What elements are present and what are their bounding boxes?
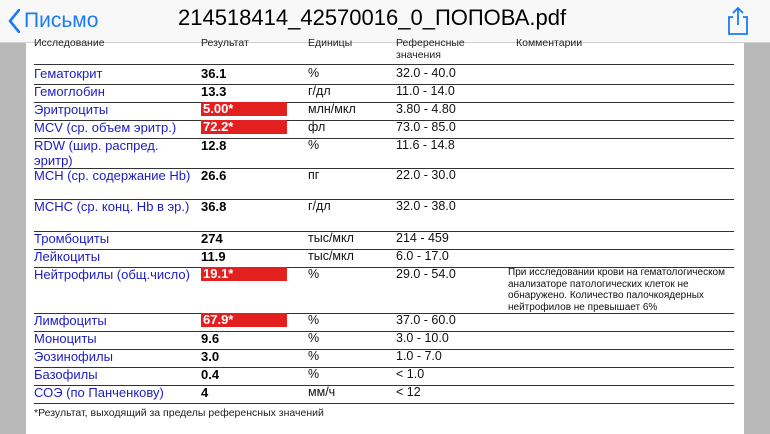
header-units: Единицы xyxy=(308,37,353,49)
row-reference: < 1.0 xyxy=(396,367,425,381)
result-flagged-badge: 67.9* xyxy=(201,313,287,327)
row-unit: % xyxy=(308,349,320,363)
header-rule xyxy=(34,64,734,65)
row-result: 12.8 xyxy=(201,138,227,153)
row-rule xyxy=(34,403,734,404)
row-reference: 11.6 - 14.8 xyxy=(396,138,455,152)
row-unit: % xyxy=(308,267,320,281)
row-reference: 32.0 - 40.0 xyxy=(396,66,456,80)
header-result: Результат xyxy=(201,37,249,49)
row-reference: 73.0 - 85.0 xyxy=(396,120,456,134)
pdf-viewer[interactable] xyxy=(0,37,770,434)
header-reference: Референсные значения xyxy=(396,37,465,61)
row-unit: г/дл xyxy=(308,84,331,98)
row-unit: тыс/мкл xyxy=(308,249,354,263)
row-name: Эозинофилы xyxy=(34,349,113,364)
row-reference: < 12 xyxy=(396,385,421,399)
row-result: 11.9 xyxy=(201,249,226,264)
row-result: 26.6 xyxy=(201,168,227,183)
row-result: 36.1 xyxy=(201,66,227,81)
row-reference: 11.0 - 14.0 xyxy=(396,84,455,98)
row-result: 9.6 xyxy=(201,331,220,346)
row-unit: мм/ч xyxy=(308,385,336,399)
row-result: 274 xyxy=(201,231,223,246)
row-name: Гематокрит xyxy=(34,66,103,81)
row-name: Лимфоциты xyxy=(34,313,107,328)
row-name: MCHC (ср. конц. Hb в эр.) xyxy=(34,199,190,214)
row-reference: 3.0 - 10.0 xyxy=(396,331,449,345)
row-reference: 6.0 - 17.0 xyxy=(396,249,449,263)
result-flagged-badge: 72.2* xyxy=(201,120,287,134)
row-result: 13.3 xyxy=(201,84,227,99)
navigation-bar xyxy=(0,0,770,43)
row-result: 0.4 xyxy=(201,367,220,382)
row-reference: 1.0 - 7.0 xyxy=(396,349,442,363)
row-name: Эритроциты xyxy=(34,102,109,117)
row-reference: 37.0 - 60.0 xyxy=(396,313,456,327)
row-name: Тромбоциты xyxy=(34,231,110,246)
row-name: Лейкоциты xyxy=(34,249,101,264)
pdf-page xyxy=(26,37,744,434)
row-name: MCV (ср. объем эритр.) xyxy=(34,120,177,135)
row-unit: тыс/мкл xyxy=(308,231,354,245)
row-comment: При исследовании крови на гематологическом анализаторе патологических клеток не обнаружено. Количество палочкоядерных нейтрофилов не превышает 6% xyxy=(508,267,725,313)
row-name: СОЭ (по Панченкову) xyxy=(34,385,164,400)
row-name: Моноциты xyxy=(34,331,97,346)
row-unit: % xyxy=(308,313,320,327)
row-name: Гемоглобин xyxy=(34,84,105,99)
row-result: 3.0 xyxy=(201,349,220,364)
page-gutter-left xyxy=(0,43,26,434)
footnote: *Результат, выходящий за пределы референсных значений xyxy=(34,407,324,419)
result-flagged-badge: 19.1* xyxy=(201,267,287,281)
row-name: Базофилы xyxy=(34,367,98,382)
back-button[interactable] xyxy=(8,4,98,38)
result-flagged-badge: 5.00* xyxy=(201,102,287,116)
back-button-label: Письмо xyxy=(24,9,99,32)
row-reference: 214 - 459 xyxy=(396,231,449,245)
row-unit: фл xyxy=(308,120,326,134)
header-comments: Комментарии xyxy=(516,37,583,49)
share-icon[interactable] xyxy=(725,6,751,36)
header-study: Исследование xyxy=(34,37,105,49)
row-unit: пг xyxy=(308,168,320,182)
row-unit: % xyxy=(308,367,320,381)
row-reference: 32.0 - 38.0 xyxy=(396,199,456,213)
row-unit: % xyxy=(308,138,320,152)
row-name: RDW (шир. распред. эритр) xyxy=(34,138,159,168)
row-unit: млн/мкл xyxy=(308,102,356,116)
row-name: MCH (ср. содержание Hb) xyxy=(34,168,191,183)
row-reference: 22.0 - 30.0 xyxy=(396,168,456,182)
row-reference: 29.0 - 54.0 xyxy=(396,267,456,281)
row-result: 36.8 xyxy=(201,199,227,214)
chevron-left-icon xyxy=(8,9,20,33)
document-title: 214518414_42570016_0_ПОПОВА.pdf xyxy=(178,5,567,30)
row-name: Нейтрофилы (общ.число) xyxy=(34,267,190,282)
row-unit: г/дл xyxy=(308,199,331,213)
row-unit: % xyxy=(308,66,320,80)
row-result: 4 xyxy=(201,385,209,400)
page-gutter-right xyxy=(744,43,770,434)
row-reference: 3.80 - 4.80 xyxy=(396,102,456,116)
row-unit: % xyxy=(308,331,320,345)
